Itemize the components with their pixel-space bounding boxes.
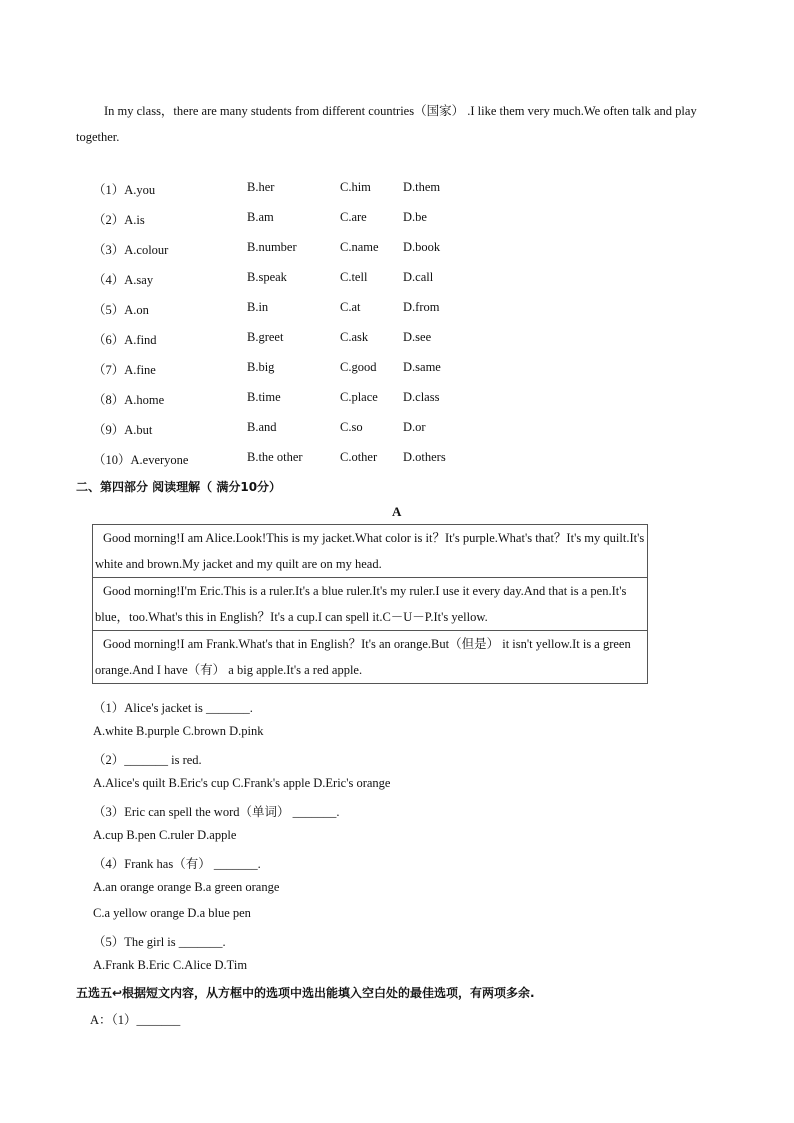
cloze-option-row: [93, 360, 513, 380]
option-c: C.him: [340, 180, 371, 194]
option-d: D.class: [403, 390, 440, 404]
option-a: （10）A.everyone: [93, 453, 189, 467]
cloze-option-row: [93, 390, 513, 410]
option-a: （6）A.find: [93, 333, 157, 347]
option-b: B.speak: [247, 270, 287, 284]
cloze-option-row: [93, 330, 513, 350]
option-d: D.from: [403, 300, 440, 314]
option-c: C.other: [340, 450, 378, 464]
cloze-option-row: [93, 240, 513, 260]
question-options: A.an orange orange B.a green orange: [93, 880, 280, 894]
question-options: A.Frank B.Eric C.Alice D.Tim: [93, 958, 248, 972]
option-d: D.or: [403, 420, 426, 434]
passage-a-table: [92, 524, 648, 684]
option-d: D.others: [403, 450, 446, 464]
option-c: C.so: [340, 420, 363, 434]
option-b: B.in: [247, 300, 269, 314]
cloze-option-row: [93, 420, 513, 440]
option-c: C.at: [340, 300, 361, 314]
option-a: （3）A.colour: [93, 243, 169, 257]
cloze-option-row: [93, 300, 513, 320]
option-c: C.are: [340, 210, 367, 224]
cloze-option-row: [93, 210, 513, 230]
question-stem: （2）_______ is red.: [93, 753, 202, 767]
question-options: A.cup B.pen C.ruler D.apple: [93, 828, 237, 842]
option-a: （4）A.say: [93, 273, 154, 287]
option-a: （5）A.on: [93, 303, 149, 317]
passage-a-heading: A: [392, 504, 402, 519]
question-stem: （3）Eric can spell the word（单词） _______.: [93, 805, 340, 819]
option-b: B.time: [247, 390, 281, 404]
option-a: （7）A.fine: [93, 363, 156, 377]
question-stem: （4）Frank has（有） _______.: [93, 857, 261, 871]
question-stem: （1）Alice's jacket is _______.: [93, 701, 253, 715]
option-d: D.call: [403, 270, 434, 284]
section-5-first-line: A：（1）_______: [90, 1013, 181, 1027]
option-b: B.her: [247, 180, 275, 194]
option-a: （1）A.you: [93, 183, 156, 197]
section-5-title: 五选五↩根据短文内容，从方框中的选项中选出能填入空白处的最佳选项，有两项多余.: [76, 986, 535, 1000]
option-b: B.number: [247, 240, 297, 254]
table-row-eric: Good morning!I'm Eric.This is a ruler.It's a blue ruler.It's my ruler.I use it every day.And that is a pen.It's blue，too.What's this in English？It's a cup.I can spell it.C－U－P.It's yellow.: [93, 578, 648, 631]
option-c: C.place: [340, 390, 378, 404]
question-options: A.white B.purple C.brown D.pink: [93, 724, 264, 738]
option-d: D.them: [403, 180, 441, 194]
option-b: B.big: [247, 360, 275, 374]
section-4-title: 二、第四部分 阅读理解（ 满分10分）: [76, 480, 282, 494]
option-c: C.tell: [340, 270, 368, 284]
option-d: D.same: [403, 360, 441, 374]
option-b: B.am: [247, 210, 274, 224]
option-d: D.see: [403, 330, 432, 344]
cloze-option-row: [93, 180, 513, 200]
option-b: B.and: [247, 420, 277, 434]
option-a: （8）A.home: [93, 393, 165, 407]
option-a: （9）A.but: [93, 423, 153, 437]
option-a: （2）A.is: [93, 213, 145, 227]
question-options: A.Alice's quilt B.Eric's cup C.Frank's apple D.Eric's orange: [93, 776, 391, 790]
option-c: C.ask: [340, 330, 369, 344]
question-options: C.a yellow orange D.a blue pen: [93, 906, 251, 920]
table-row-alice: Good morning!I am Alice.Look!This is my jacket.What color is it？It's purple.What's that？It's my quilt.It's white and brown.My jacket and my quilt are on my head.: [93, 525, 648, 578]
cloze-option-row: [93, 270, 513, 290]
passage-intro: In my class，there are many students from different countries（国家） .I like them very much.We often talk and play together.: [76, 104, 697, 144]
option-c: C.name: [340, 240, 379, 254]
option-c: C.good: [340, 360, 377, 374]
option-d: D.book: [403, 240, 441, 254]
question-stem: （5）The girl is _______.: [93, 935, 226, 949]
option-b: B.greet: [247, 330, 284, 344]
table-row-frank: Good morning!I am Frank.What's that in English？It's an orange.But（但是） it isn't yellow.It is a green orange.And I have（有） a big apple.It's a red apple.: [93, 631, 648, 684]
option-d: D.be: [403, 210, 427, 224]
option-b: B.the other: [247, 450, 303, 464]
cloze-option-row: [93, 450, 513, 470]
